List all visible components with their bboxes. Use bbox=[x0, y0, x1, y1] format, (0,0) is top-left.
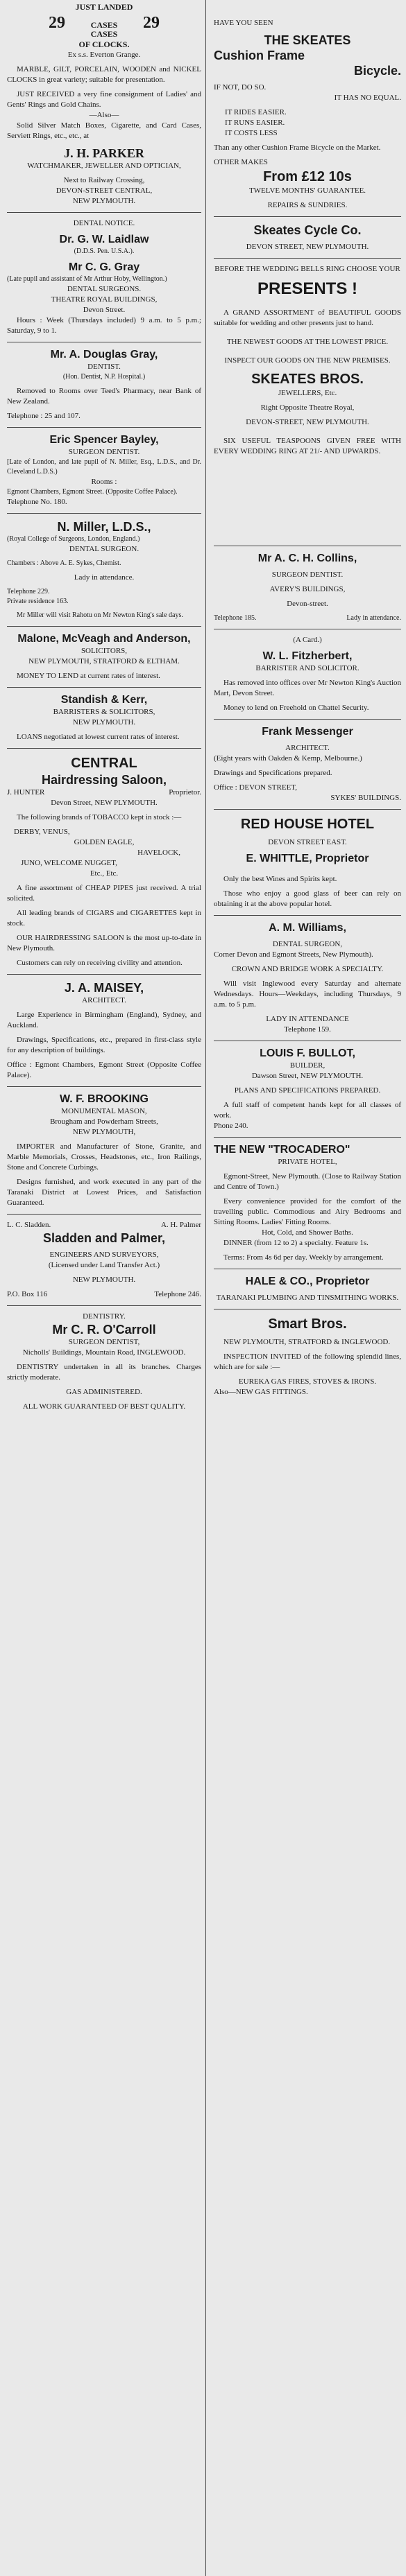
presents-before: BEFORE THE WEDDING BELLS RING CHOOSE YOUR bbox=[214, 265, 400, 273]
saloon-brands-1: DERBY, VENUS, bbox=[14, 828, 70, 836]
cushion-repairs: REPAIRS & SUNDRIES. bbox=[267, 201, 348, 209]
bayley-desc: [Late of London, and late pupil of N. Miller, Esq., L.D.S., and Dr. Cleveland L.D.S.) bbox=[7, 458, 201, 476]
bullot-name: LOUIS F. BULLOT, bbox=[260, 1047, 355, 1059]
ocarroll-name: Mr C. R. O'Carroll bbox=[52, 1323, 156, 1337]
divider bbox=[7, 427, 201, 428]
saloon-title: Hairdressing Saloon, bbox=[41, 773, 167, 787]
bullot-staff: A full staff of competent hands kept for all classes of work. bbox=[214, 1101, 401, 1120]
sladden-phone: Telephone 246. bbox=[154, 1290, 201, 1298]
gray-desc: (Late pupil and assistant of Mr Arthur Hoby, Wellington.) bbox=[7, 275, 167, 283]
miller-chambers: Chambers : Above A. E. Sykes, Chemist. bbox=[7, 559, 121, 567]
maisey-drawings: Drawings, Specifications, etc., prepared in first-class style for any description of buildings. bbox=[7, 1036, 201, 1054]
williams-lady: LADY IN ATTENDANCE bbox=[266, 1015, 349, 1023]
saloon-brands-2: GOLDEN EAGLE, bbox=[74, 838, 135, 846]
cases-count-right: 29 bbox=[143, 14, 160, 32]
hale-name: HALE & CO., Proprietor bbox=[245, 1276, 370, 1287]
presents-title: PRESENTS ! bbox=[257, 279, 358, 298]
gray-role: DENTAL SURGEONS. bbox=[67, 285, 142, 293]
messenger-exp: (Eight years with Oakden & Kemp, Melbourne.) bbox=[214, 754, 362, 763]
skeates-bros-name: SKEATES BROS. bbox=[251, 372, 364, 387]
williams-ad bbox=[214, 921, 401, 1035]
sladden-partner-1: L. C. Sladden. bbox=[7, 1221, 51, 1229]
presents-assortment: A GRAND ASSORTMENT of BEAUTIFUL GOODS suitable for wedding and other presents just to hand. bbox=[214, 308, 401, 327]
skeates-bros-role: JEWELLERS, Etc. bbox=[278, 389, 337, 397]
trocadero-desc: Every convenience provided for the comfort of the travelling public. Commodious and Airy Bedrooms and Sitting Rooms. Ladies' Fitting Rooms. bbox=[214, 1197, 401, 1226]
column-divider bbox=[205, 0, 206, 2576]
douglas-gray-quals: (Hon. Dentist, N.P. Hospital.) bbox=[62, 373, 146, 381]
collins-street: Devon-street. bbox=[287, 600, 328, 608]
parker-location-2: DEVON-STREET CENTRAL, bbox=[56, 186, 153, 195]
messenger-name: Frank Messenger bbox=[262, 726, 353, 738]
standish-ad bbox=[7, 693, 201, 742]
douglas-gray-ad bbox=[7, 348, 201, 421]
standish-name: Standish & Kerr, bbox=[60, 694, 148, 706]
williams-bridge: CROWN AND BRIDGE WORK A SPECIALTY. bbox=[231, 965, 384, 973]
bayley-ad bbox=[7, 433, 201, 507]
divider bbox=[7, 212, 201, 213]
sladden-partner-2: A. H. Palmer bbox=[160, 1221, 201, 1229]
ocarroll-address: Nicholls' Buildings, Mountain Road, INGLEWOOD. bbox=[22, 1348, 186, 1357]
miller-quals: (Royal College of Surgeons, London, England.) bbox=[7, 535, 140, 543]
williams-inglewood: Will visit Inglewood every Saturday and alternate Wednesdays. Hours—Weekdays, including Thursdays, 9 a.m. to 5 p.m. bbox=[214, 980, 401, 1009]
trocadero-name: THE NEW "TROCADERO" bbox=[214, 1144, 350, 1156]
saloon-cigars: All leading brands of CIGARS and CIGARETTES kept in stock. bbox=[7, 909, 201, 928]
presents-newest: THE NEWEST GOODS AT THE LOWEST PRICE. bbox=[226, 338, 389, 346]
miller-name: N. Miller, L.D.S., bbox=[57, 520, 151, 534]
skeates-cycle-name: Skeates Cycle Co. bbox=[253, 223, 362, 237]
williams-phone: Telephone 159. bbox=[284, 1025, 331, 1034]
bayley-address: Egmont Chambers, Egmont Street. (Opposite Coffee Palace). bbox=[7, 488, 178, 496]
williams-role: DENTAL SURGEON, bbox=[272, 940, 343, 948]
saloon-central: CENTRAL bbox=[71, 756, 137, 771]
cushion-title-1: THE SKEATES bbox=[264, 33, 351, 47]
brooking-designs: Designs furnished, and work executed in any part of the Taranaki District at Lowest Prices, and Satisfaction Guaranteed. bbox=[7, 1178, 201, 1207]
hairdressing-saloon-ad bbox=[7, 754, 201, 968]
sladden-role: ENGINEERS AND SURVEYORS, bbox=[49, 1251, 159, 1259]
presents-inspect: INSPECT OUR GOODS ON THE NEW PREMISES. bbox=[224, 356, 391, 365]
cushion-runs: IT RUNS EASIER. bbox=[225, 119, 285, 127]
cases-label-2: CASES bbox=[90, 29, 118, 39]
parker-location-3: NEW PLYMOUTH. bbox=[72, 197, 136, 205]
saloon-proprietor-label: Proprietor. bbox=[169, 788, 201, 797]
gray-hours: Hours : Week (Thursdays included) 9 a.m. to 5 p.m.; Saturday, 9 to 1. bbox=[7, 316, 201, 335]
parker-clocks-ad bbox=[7, 0, 201, 207]
ocarroll-work: ALL WORK GUARANTEED OF BEST QUALITY. bbox=[22, 1402, 186, 1411]
trocadero-baths: Hot, Cold, and Shower Baths. bbox=[262, 1228, 353, 1237]
have-you-seen: HAVE YOU SEEN bbox=[214, 19, 273, 27]
ship-name: Ex s.s. Everton Grange. bbox=[67, 51, 141, 59]
sladden-name: Sladden and Palmer, bbox=[42, 1231, 166, 1245]
cushion-title-2: Cushion Frame bbox=[214, 49, 305, 62]
divider bbox=[214, 719, 401, 720]
saloon-address: Devon Street, NEW PLYMOUTH. bbox=[51, 799, 158, 807]
laidlaw-quals: (D.D.S. Pen. U.S.A.). bbox=[74, 247, 135, 255]
parker-name: J. H. PARKER bbox=[64, 146, 144, 160]
cases-count-left: 29 bbox=[49, 14, 65, 32]
cushion-price: From £12 10s bbox=[263, 169, 352, 184]
divider bbox=[214, 915, 401, 916]
ocarroll-dentistry: DENTISTRY. bbox=[83, 1312, 126, 1321]
malone-money: MONEY TO LEND at current rates of interest. bbox=[17, 672, 160, 680]
parker-trade: WATCHMAKER, JEWELLER AND OPTICIAN, bbox=[27, 162, 181, 170]
gray-address-1: THEATRE ROYAL BUILDINGS, bbox=[51, 295, 158, 304]
standish-role: BARRISTERS & SOLICITORS, bbox=[53, 708, 155, 716]
right-column bbox=[208, 0, 404, 2576]
bayley-role: SURGEON DENTIST. bbox=[68, 448, 140, 456]
miller-phone: Telephone 229. bbox=[7, 588, 50, 595]
also-label: —Also— bbox=[89, 111, 119, 119]
skeates-bros-street: DEVON-STREET, NEW PLYMOUTH. bbox=[246, 418, 369, 426]
smart-name: Smart Bros. bbox=[268, 1316, 347, 1332]
red-house-glass: Those who enjoy a good glass of beer can rely on obtaining it at the above popular hotel. bbox=[214, 889, 401, 908]
fitzherbert-moved: Has removed into offices over Mr Newton King's Auction Mart, Devon Street. bbox=[214, 679, 401, 697]
smart-bros-ad bbox=[214, 1315, 401, 1398]
bullot-address: Dawson Street, NEW PLYMOUTH. bbox=[251, 1072, 364, 1080]
divider bbox=[7, 1214, 201, 1215]
parker-location-1: Next to Railway Crossing, bbox=[63, 176, 145, 184]
malone-name: Malone, McVeagh and Anderson, bbox=[17, 633, 191, 645]
skeates-bros-address: Right Opposite Theatre Royal, bbox=[260, 403, 355, 412]
divider bbox=[7, 513, 201, 514]
cushion-rides: IT RIDES EASIER. bbox=[225, 108, 287, 116]
douglas-gray-phone: Telephone : 25 and 107. bbox=[7, 412, 81, 420]
sladden-licensed: (Licensed under Land Transfer Act.) bbox=[48, 1261, 160, 1269]
malone-ad bbox=[7, 632, 201, 681]
collins-lady: Lady in attendance. bbox=[346, 614, 401, 622]
trocadero-ad bbox=[214, 1143, 401, 1263]
maisey-role: ARCHITECT. bbox=[82, 996, 126, 1004]
messenger-office-1: Office : DEVON STREET, bbox=[214, 783, 297, 792]
fitzherbert-role: BARRISTER AND SOLICITOR. bbox=[255, 664, 360, 672]
williams-name: A. M. Williams, bbox=[269, 922, 346, 934]
left-column bbox=[3, 0, 204, 2576]
messenger-office-2: SYKES' BUILDINGS. bbox=[330, 794, 401, 802]
sladden-box: P.O. Box 116 bbox=[7, 1290, 48, 1298]
divider bbox=[214, 809, 401, 810]
collins-ad bbox=[214, 552, 401, 623]
miller-ad bbox=[7, 519, 201, 620]
bayley-name: Eric Spencer Bayley, bbox=[49, 434, 159, 446]
miller-lady: Lady in attendance. bbox=[74, 573, 135, 582]
trocadero-dinner: DINNER (from 12 to 2) a specialty. Feature 1s. bbox=[223, 1239, 369, 1247]
saloon-pipes: A fine assortment of CHEAP PIPES just received. A trial solicited. bbox=[7, 884, 201, 903]
red-house-wines: Only the best Wines and Spirits kept. bbox=[223, 875, 337, 883]
messenger-role: ARCHITECT. bbox=[285, 744, 330, 752]
smart-address: NEW PLYMOUTH, STRATFORD & INGLEWOOD. bbox=[223, 1338, 391, 1346]
trocadero-terms: Terms: From 4s 6d per day. Weekly by arrangement. bbox=[223, 1253, 384, 1262]
bullot-role: BUILDER, bbox=[289, 1061, 325, 1070]
douglas-gray-removed: Removed to Rooms over Teed's Pharmacy, near Bank of New Zealand. bbox=[7, 387, 201, 406]
ocarroll-role: SURGEON DENTIST, bbox=[68, 1338, 140, 1346]
skeates-bros-offer: SIX USEFUL TEASPOONS GIVEN FREE WITH EVERY WEDDING RING AT 21/- AND UPWARDS. bbox=[214, 437, 401, 455]
skeates-cycle-address: DEVON STREET, NEW PLYMOUTH. bbox=[246, 243, 369, 251]
maisey-office: Office : Egmont Chambers, Egmont Street (Opposite Coffee Palace). bbox=[7, 1061, 201, 1079]
cushion-costs: IT COSTS LESS bbox=[225, 129, 278, 137]
brooking-place: NEW PLYMOUTH, bbox=[72, 1128, 136, 1136]
williams-address: Corner Devon and Egmont Streets, New Plymouth). bbox=[214, 950, 373, 959]
clocks-description: MARBLE, GILT, PORCELAIN, WOODEN and NICKEL CLOCKS in great variety; suitable for presentation. bbox=[7, 65, 201, 84]
saloon-note: OUR HAIRDRESSING SALOON is the most up-to-date in New Plymouth. bbox=[7, 934, 201, 952]
collins-name: Mr A. C. H. Collins, bbox=[257, 552, 357, 564]
saloon-proprietor-name: J. HUNTER bbox=[7, 788, 45, 797]
red-house-name: RED HOUSE HOTEL bbox=[240, 817, 375, 832]
brooking-address: Brougham and Powderham Streets, bbox=[50, 1117, 158, 1126]
just-landed-heading: JUST LANDED bbox=[75, 2, 133, 12]
divider bbox=[214, 1137, 401, 1138]
saloon-brands-3: HAVELOCK, bbox=[137, 848, 180, 857]
cushion-guarantee: TWELVE MONTHS' GUARANTEE. bbox=[248, 186, 366, 195]
collins-phone: Telephone 185. bbox=[214, 614, 257, 622]
divider bbox=[214, 216, 401, 217]
miller-residence: Private residence 163. bbox=[7, 598, 69, 605]
standish-loans: LOANS negotiated at lowest current rates of interest. bbox=[17, 733, 180, 741]
sladden-place: NEW PLYMOUTH. bbox=[72, 1276, 136, 1284]
ocarroll-ad bbox=[7, 1312, 201, 1412]
gray-name: Mr C. G. Gray bbox=[68, 261, 140, 273]
cushion-title-3: Bicycle. bbox=[353, 64, 401, 78]
cushion-no-equal: IT HAS NO EQUAL. bbox=[334, 94, 401, 102]
ocarroll-gas: GAS ADMINISTERED. bbox=[66, 1388, 142, 1396]
miller-role: DENTAL SURGEON. bbox=[69, 545, 139, 553]
divider bbox=[7, 1305, 201, 1306]
smart-gas: Also—NEW GAS FITTINGS. bbox=[214, 1388, 308, 1396]
trocadero-type: PRIVATE HOTEL, bbox=[278, 1158, 337, 1166]
saloon-tobacco: The following brands of TOBACCO kept in stock :— bbox=[17, 813, 182, 821]
ocarroll-undertaken: DENTISTRY undertaken in all its branches. Charges strictly moderate. bbox=[7, 1363, 201, 1382]
hale-ad bbox=[214, 1275, 401, 1303]
maisey-ad bbox=[7, 980, 201, 1081]
divider bbox=[7, 974, 201, 975]
cushion-if-not: IF NOT, DO SO. bbox=[214, 83, 267, 92]
bayley-phone: Telephone No. 180. bbox=[7, 498, 67, 506]
divider bbox=[7, 626, 201, 627]
dental-notice-heading: DENTAL NOTICE. bbox=[73, 219, 135, 227]
fitzherbert-ad bbox=[214, 635, 401, 713]
brooking-ad bbox=[7, 1093, 201, 1208]
messenger-ad bbox=[214, 725, 401, 803]
brooking-name: W. F. BROOKING bbox=[60, 1093, 149, 1105]
trocadero-address: Egmont-Street, New Plymouth. (Close to Railway Station and Centre of Town.) bbox=[214, 1172, 401, 1191]
cases-label-1: CASES bbox=[90, 20, 118, 30]
red-house-proprietor: E. WHITTLE, Proprietor bbox=[246, 853, 369, 864]
bullot-phone: Phone 240. bbox=[214, 1122, 248, 1130]
maisey-name: J. A. MAISEY, bbox=[64, 981, 144, 995]
smart-inspection: INSPECTION INVITED of the following splendid lines, which are for sale :— bbox=[214, 1352, 401, 1371]
maisey-exp: Large Experience in Birmingham (England), Sydney, and Auckland. bbox=[7, 1011, 201, 1029]
malone-role: SOLICITORS, bbox=[81, 647, 128, 655]
rings-received: JUST RECEIVED a very fine consignment of Ladies' and Gents' Rings and Gold Chains. bbox=[7, 90, 201, 109]
standish-place: NEW PLYMOUTH. bbox=[72, 718, 136, 726]
laidlaw-name: Dr. G. W. Laidlaw bbox=[59, 234, 149, 245]
red-house-ad bbox=[214, 815, 401, 910]
divider bbox=[214, 258, 401, 259]
saloon-brands-4: JUNO, WELCOME NUGGET, bbox=[21, 859, 117, 867]
saloon-brands-5: Etc., Etc. bbox=[90, 869, 119, 878]
fitzherbert-money: Money to lend on Freehold on Chattel Security. bbox=[223, 704, 369, 712]
cushion-other: OTHER MAKES bbox=[214, 158, 268, 166]
fitzherbert-name: W. L. Fitzherbert, bbox=[262, 650, 353, 662]
divider bbox=[7, 748, 201, 749]
bayley-rooms-label: Rooms : bbox=[91, 478, 117, 486]
divider bbox=[7, 687, 201, 688]
brooking-role: MONUMENTAL MASON, bbox=[61, 1107, 147, 1115]
gray-address-2: Devon Street. bbox=[83, 306, 126, 314]
douglas-gray-role: DENTIST. bbox=[87, 363, 121, 371]
divider bbox=[7, 1086, 201, 1087]
sladden-ad bbox=[7, 1220, 201, 1300]
hale-line: TARANAKI PLUMBING AND TINSMITHING WORKS. bbox=[216, 1294, 399, 1302]
messenger-drawings: Drawings and Specifications prepared. bbox=[214, 769, 332, 777]
laidlaw-gray-ad bbox=[7, 218, 201, 336]
red-house-street: DEVON STREET EAST. bbox=[268, 838, 347, 846]
fitzherbert-card: (A Card.) bbox=[293, 636, 322, 644]
cushion-than: Than any other Cushion Frame Bicycle on the Market. bbox=[214, 143, 381, 152]
brooking-importer: IMPORTER and Manufacturer of Stone, Granite, and Marble Memorials, Crosses, Headstones, etc., Iron Railings, Stone and Concrete Curbings. bbox=[7, 1142, 201, 1172]
collins-building: AVERY'S BUILDINGS, bbox=[269, 585, 346, 593]
of-clocks-label: OF CLOCKS. bbox=[78, 40, 130, 49]
bullot-plans: PLANS AND SPECIFICATIONS PREPARED. bbox=[234, 1086, 381, 1095]
skeates-cushion-ad bbox=[214, 0, 401, 211]
skeates-cycle-ad bbox=[214, 223, 401, 252]
bullot-ad bbox=[214, 1047, 401, 1131]
saloon-customers: Customers can rely on receiving civility and attention. bbox=[17, 959, 183, 967]
smart-ranges: EUREKA GAS FIRES, STOVES & IRONS. bbox=[238, 1377, 377, 1386]
miller-note: Mr Miller will visit Rahotu on Mr Newton King's sale days. bbox=[17, 611, 183, 619]
douglas-gray-name: Mr. A. Douglas Gray, bbox=[50, 349, 158, 360]
presents-ad bbox=[214, 264, 401, 457]
malone-places: NEW PLYMOUTH, STRATFORD & ELTHAM. bbox=[28, 657, 180, 665]
silver-items: Solid Silver Match Boxes, Cigarette, and Card Cases, Serviett Rings, etc., etc., at bbox=[7, 121, 201, 140]
collins-role: SURGEON DENTIST. bbox=[271, 571, 344, 579]
